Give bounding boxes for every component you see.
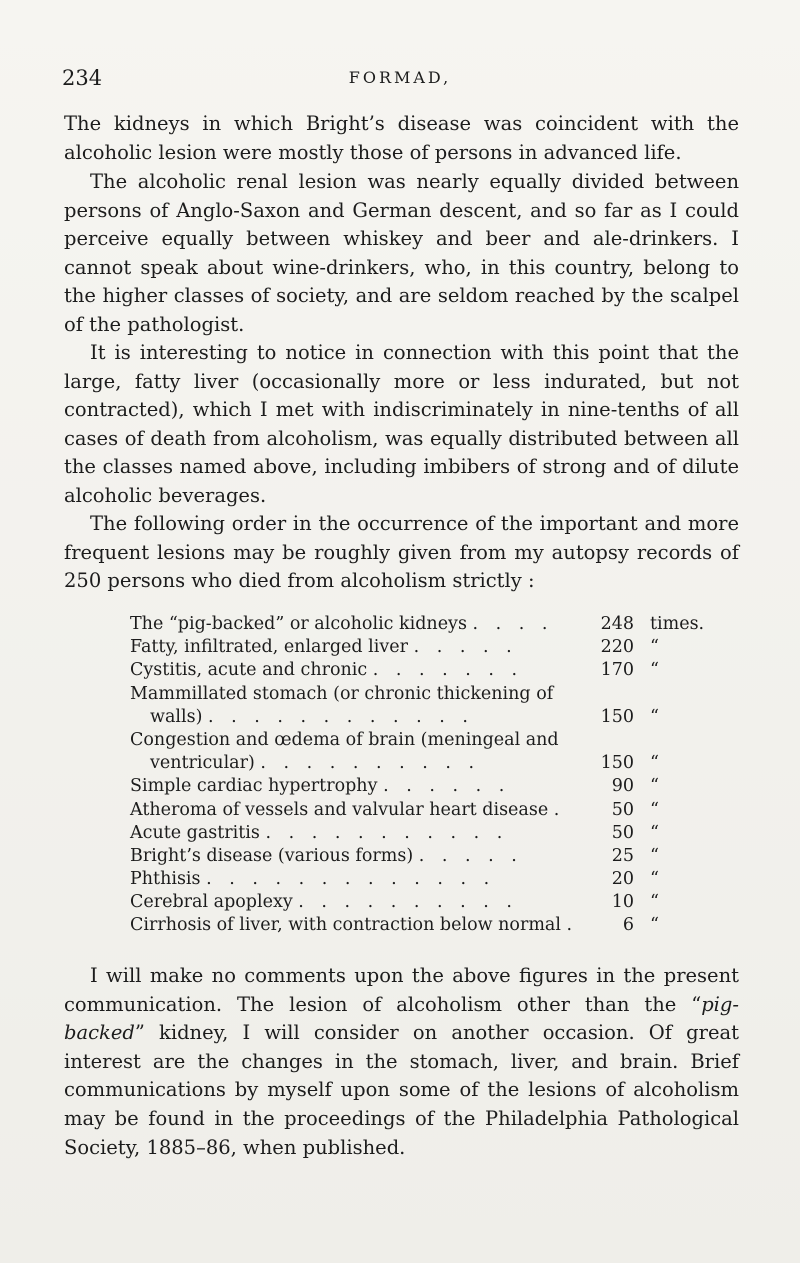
row-unit: “: [650, 706, 659, 727]
row-count: 20: [611, 869, 634, 890]
leader-dots: . . . . . . . . . .: [298, 892, 518, 913]
table-row: [130, 891, 690, 914]
table-row: [130, 775, 690, 798]
row-unit: “: [650, 753, 659, 774]
row-label-line-2: walls): [150, 706, 203, 727]
leader-dots: . . . . . .: [383, 776, 511, 797]
row-label: Acute gastritis: [130, 822, 260, 843]
page-number: 234: [62, 66, 103, 90]
row-unit: “: [650, 915, 659, 936]
row-count: 25: [611, 845, 634, 866]
row-unit: “: [650, 660, 659, 681]
table-row: [130, 683, 690, 729]
leader-dots: .: [553, 799, 566, 820]
table-row: [130, 914, 690, 937]
row-label: Bright’s disease (various forms): [130, 845, 414, 866]
paragraph-4: The following order in the occurrence of the important and more frequent lesions may be roughly given from my autopsy records of 250 persons who died from alcoholism strictly :: [64, 512, 739, 593]
row-label: The “pig-backed” or alcoholic kidneys: [130, 614, 467, 634]
table-row: [130, 868, 690, 891]
row-label: Simple cardiac hypertrophy: [130, 776, 378, 797]
row-label-line-2: ventricular): [150, 753, 255, 774]
table-row: [130, 613, 705, 636]
row-label: Cystitis, acute and chronic: [130, 660, 368, 681]
paragraph-5: [64, 962, 739, 1162]
leader-dots: . . . . . . . . . .: [260, 753, 481, 774]
row-label: Fatty, infiltrated, enlarged liver: [130, 637, 408, 658]
leader-dots: . . . . . . .: [372, 660, 524, 681]
table-row: [130, 729, 690, 775]
leader-dots: . . . . . . . . . . . .: [208, 706, 474, 727]
leader-dots: . . . . .: [418, 845, 523, 866]
table-row: [130, 845, 690, 868]
row-count: 10: [611, 892, 634, 913]
leader-dots: . . . . . . . . . . .: [265, 822, 509, 843]
row-label: Cerebral apoplexy: [130, 892, 293, 913]
row-label: Cirrhosis of liver, with contraction below normal: [130, 915, 561, 936]
lesion-frequency-table: [130, 613, 705, 938]
row-count: 150: [600, 753, 634, 774]
row-unit: times.: [650, 614, 705, 634]
row-count: 90: [611, 776, 634, 797]
table-row: [130, 822, 690, 845]
table-row: [130, 636, 690, 659]
running-head: FORMAD,: [348, 68, 452, 87]
leader-dots: . . . . . . . . . . . . .: [206, 869, 496, 890]
row-count: 150: [600, 706, 634, 727]
leader-dots: . . . .: [472, 614, 554, 634]
row-label: Phthisis: [130, 869, 201, 890]
table-row: [130, 659, 690, 682]
row-unit: “: [650, 845, 659, 866]
paragraph-3: It is interesting to notice in connection with this point that the large, fatty liver (occasionally more or less indurated, but not contracted), which I met with indiscriminately in nine-tenths of all cases of death from alcoholism, was equally distributed between all the classes named above, including imbibers of strong and of dilute alcoholic beverages.: [64, 341, 739, 507]
row-unit: “: [650, 637, 659, 658]
row-count: 50: [611, 799, 634, 820]
row-unit: “: [650, 869, 659, 890]
row-count: 220: [600, 637, 634, 658]
row-label: Atheroma of vessels and valvular heart disease: [130, 799, 549, 820]
table-row: [130, 799, 690, 822]
row-count: 50: [611, 822, 634, 843]
italic-term: pig-backed: [64, 992, 739, 1045]
leader-dots: . . . . .: [413, 637, 518, 658]
row-label-line-1: Congestion and œdema of brain (meningeal and: [130, 729, 559, 750]
row-count: 170: [600, 660, 634, 681]
row-unit: “: [650, 892, 659, 913]
row-count: 6: [622, 915, 634, 936]
paragraph-5-end: ” kidney, I will consider on another occasion. Of great interest are the changes in the stomach, liver, and brain. Brief communications by myself upon some of the lesions of alcoholism may be found in the proceedings of the Philadelphia Pathological Society, 1885–86, when published.: [64, 1021, 739, 1159]
paragraph-5-start: I will make no comments upon the above figures in the present communication. The lesion of alcoholism other than the “: [64, 964, 739, 1016]
paragraph-2: The alcoholic renal lesion was nearly equally divided between persons of Anglo-Saxon and German descent, and so far as I could perceive equally between whiskey and beer and ale-drinkers. I cannot speak about wine-drinkers, who, in this country, belong to the higher classes of society, and are seldom reached by the scalpel of the pathologist.: [64, 170, 739, 336]
row-label-line-1: Mammillated stomach (or chronic thickening of: [130, 683, 554, 704]
leader-dots: .: [566, 915, 579, 936]
row-unit: “: [650, 799, 659, 820]
paragraph-1: The kidneys in which Bright’s disease was coincident with the alcoholic lesion were mostly those of persons in advanced life.: [64, 112, 739, 164]
page-header: [62, 66, 738, 96]
row-unit: “: [650, 776, 659, 797]
row-unit: “: [650, 822, 659, 843]
row-count: 248: [600, 614, 634, 634]
